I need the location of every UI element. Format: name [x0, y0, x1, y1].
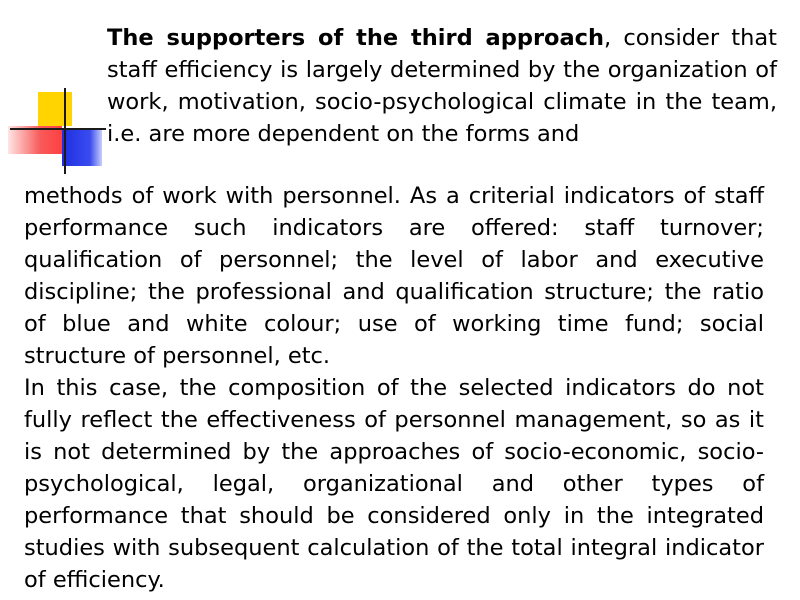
body-text: [24, 180, 764, 596]
intro-bold-phrase: The supporters of the third approach: [107, 25, 605, 51]
yellow-square-decoration: [38, 92, 72, 126]
horizontal-line-decoration: [10, 128, 106, 130]
body-paragraph-2: In this case, the composition of the selected indicators do not fully reflect the effectiveness of personnel management, so as it is not determined by the approaches of socio-economic, socio-psychological, legal, organizational and other types of performance that should be considered only in the integrated studies with subsequent calculation of the total integral indicator of efficiency.: [24, 375, 764, 593]
intro-paragraph: [107, 22, 777, 150]
red-square-decoration: [8, 126, 62, 154]
blue-square-decoration: [62, 130, 102, 166]
body-paragraph-1: methods of work with personnel. As a criterial indicators of staff performance such indicators are offered: staff turnover; qualification of personnel; the level of labor and executive discipline; the professional and qualification structure; the ratio of blue and white colour; use of working time fund; social structure of personnel, etc.: [24, 183, 764, 369]
decorative-squares-graphic: [0, 80, 110, 170]
vertical-line-decoration: [64, 88, 66, 174]
intro-text: , consider that staff efficiency is largely determined by the organization of work, motivation, socio-psychological climate in the team, i.e. are more dependent on the forms and: [107, 25, 777, 147]
